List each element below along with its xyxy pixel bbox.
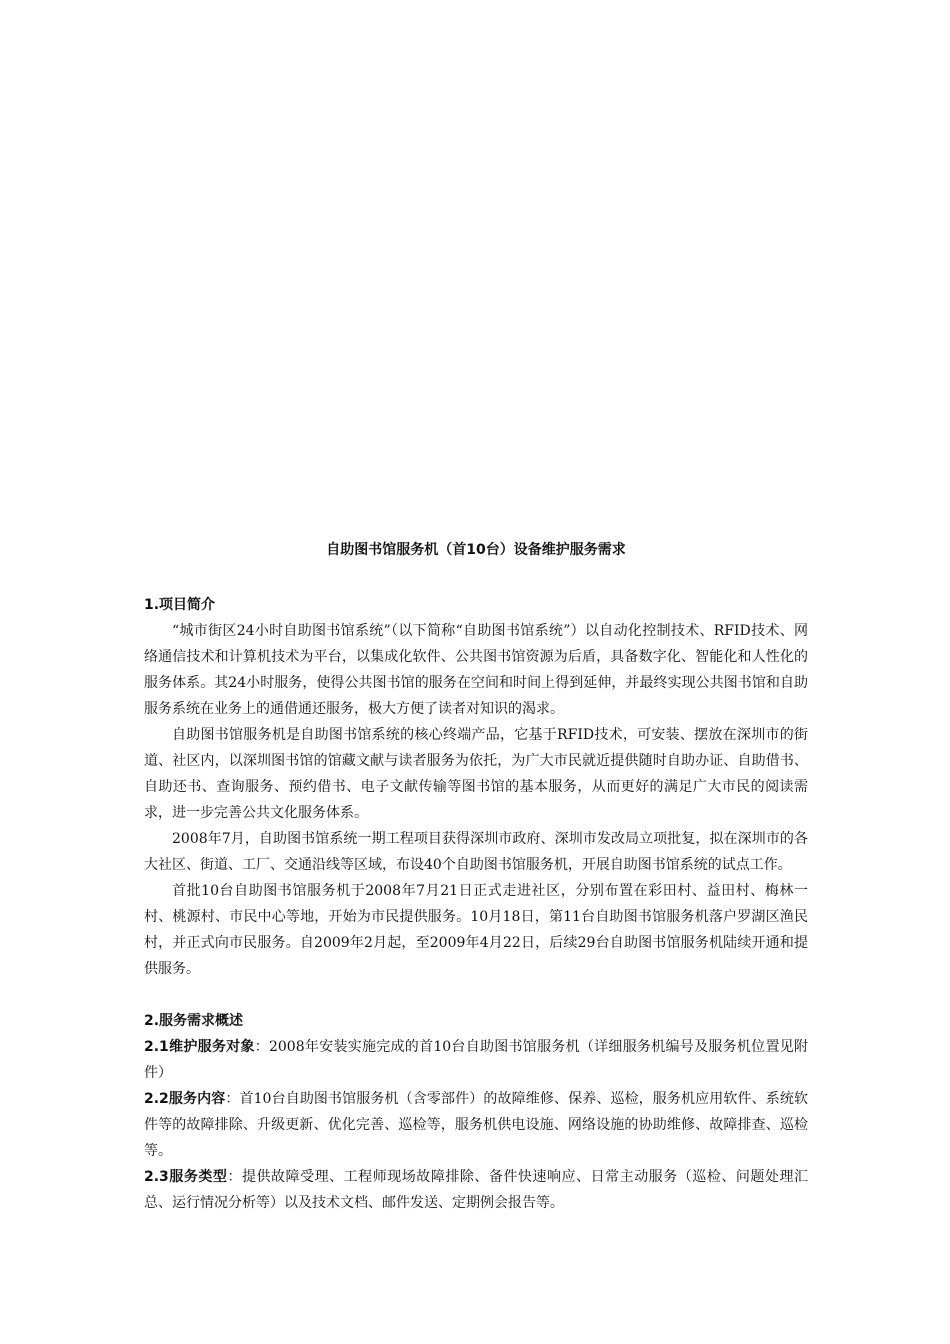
requirement-item-label: 2.1维护服务对象 bbox=[144, 1039, 255, 1055]
paragraph: 首批10台自助图书馆服务机于2008年7月21日正式走进社区，分别布置在彩田村、益田村、梅林一村、桃源村、市民中心等地，开始为市民提供服务。10月18日，第11台自助图书馆服务机落户罗湖区渔民村，并正式向市民服务。自2009年2月起，至2009年4月22日，后续29台自助图书馆服务机陆续开通和提供服务。 bbox=[144, 883, 808, 977]
section-heading-service-requirements: 2.服务需求概述 bbox=[144, 1013, 244, 1029]
paragraph: “城市街区24小时自助图书馆系统”（以下简称“自助图书馆系统”）以自动化控制技术、RFID技术、网络通信技术和计算机技术为平台，以集成化软件、公共图书馆资源为后盾，具备数字化、智能化和人性化的服务体系。其24小时服务，使得公共图书馆的服务在空间和时间上得到延伸，并最终实现公共图书馆和自助服务系统在业务上的通借通还服务，极大方便了读者对知识的渴求。 bbox=[144, 623, 808, 717]
document-title: 自助图书馆服务机（首10台）设备维护服务需求 bbox=[326, 542, 626, 558]
requirement-item-label: 2.2服务内容 bbox=[144, 1091, 226, 1107]
requirement-item bbox=[144, 1086, 808, 1164]
paragraph: 自助图书馆服务机是自助图书馆系统的核心终端产品，它基于RFID技术，可安装、摆放在深圳市的街道、社区内，以深圳图书馆的馆藏文献与读者服务为依托，为广大市民就近提供随时自助办证、自助借书、自助还书、查询服务、预约借书、电子文献传输等图书馆的基本服务，从而更好的满足广大市民的阅读需求，进一步完善公共文化服务体系。 bbox=[144, 727, 808, 821]
document-body bbox=[144, 538, 808, 1216]
requirement-item-text: ：首10台自助图书馆服务机（含零部件）的故障维修、保养、巡检，服务机应用软件、系统软件等的故障排除、升级更新、优化完善、巡检等，服务机供电设施、网络设施的协助维修、故障排查、巡检等。 bbox=[144, 1091, 808, 1159]
section-heading-project-intro: 1.项目简介 bbox=[144, 597, 216, 613]
requirement-item bbox=[144, 1034, 808, 1086]
requirement-item-text: ：2008年安装实施完成的首10台自助图书馆服务机（详细服务机编号及服务机位置见附件） bbox=[144, 1039, 808, 1081]
requirement-item-text: ：提供故障受理、工程师现场故障排除、备件快速响应、日常主动服务（巡检、问题处理汇总、运行情况分析等）以及技术文档、邮件发送、定期例会报告等。 bbox=[144, 1169, 808, 1211]
requirement-item-label: 2.3服务类型 bbox=[144, 1169, 228, 1185]
section-spacer bbox=[144, 982, 808, 1008]
requirement-item bbox=[144, 1164, 808, 1216]
paragraph: 2008年7月，自助图书馆系统一期工程项目获得深圳市政府、深圳市发改局立项批复，拟在深圳市的各大社区、街道、工厂、交通沿线等区域，布设40个自助图书馆服务机，开展自助图书馆系统的试点工作。 bbox=[144, 831, 808, 873]
